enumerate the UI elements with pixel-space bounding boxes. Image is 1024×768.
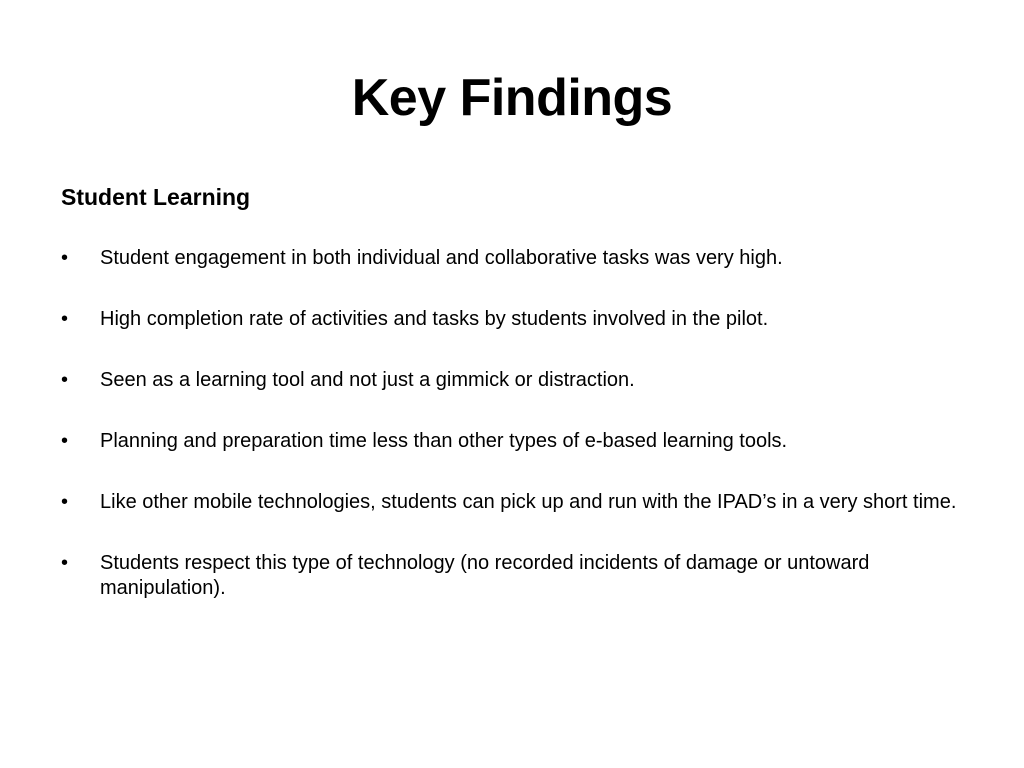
bullet-icon: • (61, 430, 69, 452)
section-subheading: Student Learning (61, 184, 251, 210)
bullet-text: Student engagement in both individual and collaborative tasks was very high. (100, 247, 783, 269)
bullet-icon: • (61, 369, 69, 391)
bullet-item (61, 429, 961, 454)
bullet-text: Planning and preparation time less than other types of e-based learning tools. (100, 430, 788, 452)
bullet-text: Seen as a learning tool and not just a gimmick or distraction. (100, 369, 635, 391)
bullet-item (61, 490, 961, 515)
bullet-icon: • (61, 247, 69, 269)
bullet-list (61, 246, 961, 637)
bullet-item (61, 368, 961, 393)
bullet-text: Like other mobile technologies, students can pick up and run with the IPAD’s in a very short time. (100, 491, 957, 513)
slide-title: Key Findings (351, 69, 673, 127)
bullet-item (61, 551, 961, 601)
bullet-icon: • (61, 552, 69, 574)
bullet-text: Students respect this type of technology (no recorded incidents of damage or untoward manipulation). (100, 552, 870, 599)
bullet-icon: • (61, 491, 69, 513)
bullet-item (61, 307, 961, 332)
bullet-item (61, 246, 961, 271)
bullet-icon: • (61, 308, 69, 330)
bullet-text: High completion rate of activities and tasks by students involved in the pilot. (100, 308, 769, 330)
